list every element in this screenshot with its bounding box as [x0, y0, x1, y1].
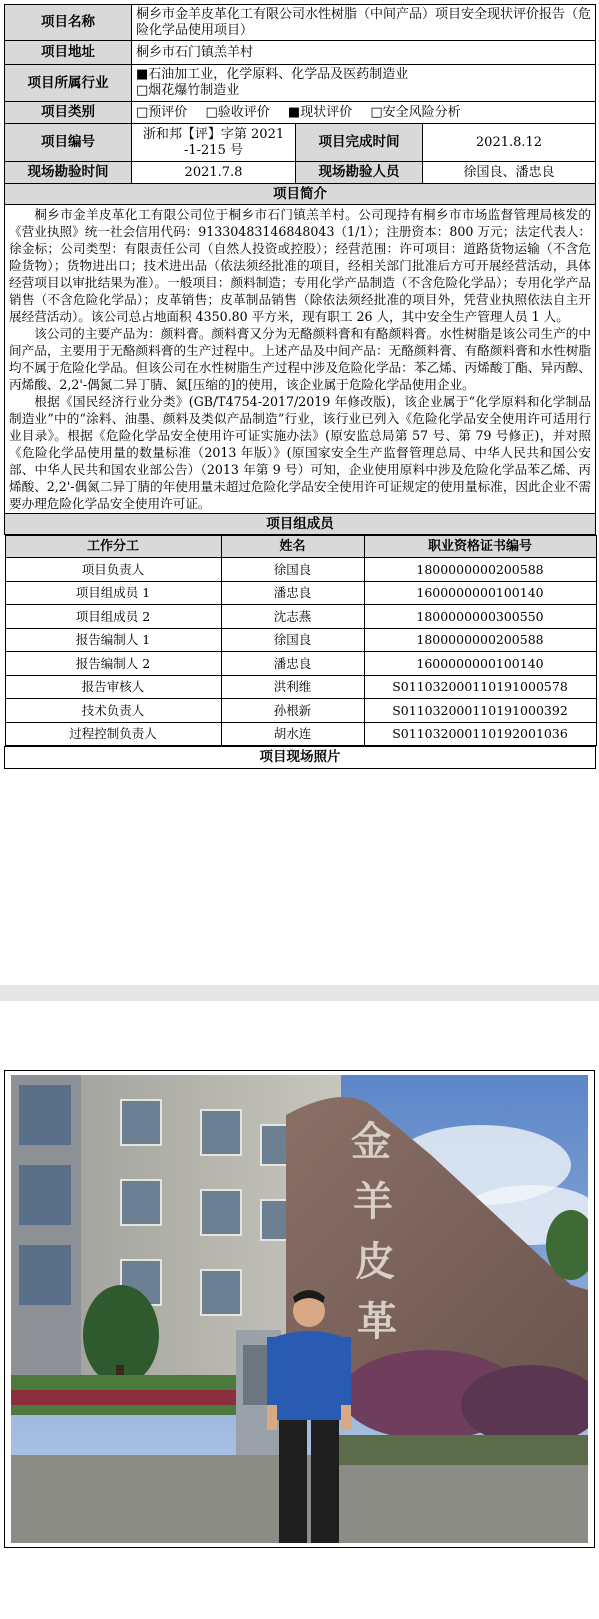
- member-cert: 1800000000200588: [364, 558, 596, 582]
- member-name: 洪利维: [221, 675, 364, 699]
- intro-paragraph-3: 根据《国民经济行业分类》(GB/T4754-2017/2019 年修改版)，该企业属于“化学原料和化学制品制造业”中的“涂料、油墨、颜料及类似产品制造”行业，该行业已列入《危险化学品安全使用许可适用行业目录》。根据《危险化学品安全使用许可证实施办法》(原安监总局第 57 号、第 79 号修正)，并对照《危险化学品使用量的数量标准（2013 年版）》(原国家安全生产监督管理总局、中华人民共和国公安部、中华人民共和国农业部公告）（2013 年第 9 号）可知，企业使用原料中涉及危险化学品苯乙烯、丙烯酸、2,2'-偶氮二异丁腈的年使用量未超过危险化学品安全使用许可证规定的使用量标准，因此企业不需要办理危险化学品安全使用许可证。: [9, 394, 591, 511]
- member-role: 技术负责人: [5, 699, 221, 723]
- table-row: [5, 722, 596, 746]
- category-option-4: [370, 104, 460, 121]
- project-name-value: 桐乡市金羊皮革化工有限公司水性树脂（中间产品）项目安全现状评价报告（危险化学品使用项目）: [132, 5, 596, 41]
- member-role: 过程控制负责人: [5, 722, 221, 746]
- member-name: 潘忠良: [221, 581, 364, 605]
- team-title: 项目组成员: [5, 514, 596, 535]
- category-option-2: [205, 104, 269, 121]
- intro-body: [5, 205, 596, 514]
- intro-paragraph-2: 该公司的主要产品为：颜料膏。颜料膏又分为无酪颜料膏和有酪颜料膏。水性树脂是该公司生产的中间产品，主要用于无酪颜料膏的生产过程中。上述产品及中间产品：无酪颜料膏、有酪颜料膏和水性树脂均不属于危险化学品。但该公司在水性树脂生产过程中涉及危险化学品：苯乙烯、丙烯酸丁酯、异丙醇、丙烯酸、2,2'-偶氮二异丁腈、氮[压缩的]的使用，该企业属于危险化学品使用企业。: [9, 326, 591, 392]
- member-role: 报告审核人: [5, 675, 221, 699]
- table-row: [5, 605, 596, 629]
- checkbox-unchecked-icon: □: [370, 105, 383, 120]
- table-row: [5, 581, 596, 605]
- surveyors-label: 现场勘验人员: [296, 162, 423, 184]
- intro-title: 项目简介: [5, 184, 596, 205]
- industry-option-label: 烟花爆竹制造业: [148, 83, 240, 98]
- member-cert: 1800000000300550: [364, 605, 596, 629]
- table-row: [5, 628, 596, 652]
- industry-option-label: 石油加工业，化学原料、化学品及医药制造业: [148, 67, 409, 82]
- team-header-name: 姓名: [221, 536, 364, 558]
- category-option-label: 验收评价: [217, 105, 270, 120]
- number-line-1: 浙和邦【评】字第 2021: [142, 126, 285, 142]
- completion-value: 2021.8.12: [423, 124, 596, 162]
- table-row: [5, 675, 596, 699]
- member-cert: 1600000000100140: [364, 581, 596, 605]
- number-line-2: -1-215 号: [183, 142, 243, 158]
- survey-time-value: 2021.7.8: [132, 162, 296, 184]
- number-label: 项目编号: [5, 124, 132, 162]
- category-option-label: 预评价: [148, 105, 188, 120]
- member-role: 报告编制人 1: [5, 628, 221, 652]
- table-row: [5, 699, 596, 723]
- project-info-table: [4, 4, 596, 769]
- member-name: 潘忠良: [221, 652, 364, 676]
- table-row: [5, 652, 596, 676]
- industry-option-1: [136, 67, 591, 83]
- sign-char: 羊: [353, 1178, 393, 1225]
- member-name: 胡水连: [221, 722, 364, 746]
- sign-char: 金: [351, 1118, 391, 1165]
- category-option-label: 现状评价: [300, 105, 353, 120]
- team-header-cert: 职业资格证书编号: [364, 536, 596, 558]
- category-option-label: 安全风险分析: [382, 105, 461, 120]
- member-name: 徐国良: [221, 628, 364, 652]
- member-cert: 1800000000200588: [364, 628, 596, 652]
- team-table: [5, 535, 597, 746]
- photo-title: 项目现场照片: [5, 747, 596, 769]
- member-cert: S011032000110191000578: [364, 675, 596, 699]
- table-row: [5, 558, 596, 582]
- checkbox-checked-icon: ■: [287, 105, 301, 120]
- member-cert: 1600000000100140: [364, 652, 596, 676]
- member-cert: S011032000110191000392: [364, 699, 596, 723]
- sign-char: 革: [357, 1298, 397, 1345]
- site-photo-frame: [4, 1070, 595, 1548]
- member-role: 项目组成员 2: [5, 605, 221, 629]
- industry-option-2: [136, 83, 591, 99]
- surveyors-value: 徐国良、潘忠良: [423, 162, 596, 184]
- team-header-role: 工作分工: [5, 536, 221, 558]
- site-photo: [11, 1075, 588, 1543]
- member-name: 孙根新: [221, 699, 364, 723]
- member-role: 报告编制人 2: [5, 652, 221, 676]
- member-role: 项目负责人: [5, 558, 221, 582]
- industry-options: [132, 65, 596, 102]
- member-name: 沈志燕: [221, 605, 364, 629]
- category-label: 项目类别: [5, 102, 132, 124]
- checkbox-checked-icon: ■: [136, 67, 149, 82]
- member-name: 徐国良: [221, 558, 364, 582]
- sign-char: 皮: [355, 1238, 395, 1285]
- checkbox-unchecked-icon: □: [205, 105, 218, 120]
- address-value: 桐乡市石门镇羔羊村: [132, 41, 596, 65]
- completion-label: 项目完成时间: [296, 124, 423, 162]
- checkbox-unchecked-icon: □: [136, 83, 149, 98]
- survey-time-label: 现场勘验时间: [5, 162, 132, 184]
- number-value: [132, 124, 296, 162]
- address-label: 项目地址: [5, 41, 132, 65]
- intro-paragraph-1: 桐乡市金羊皮革化工有限公司位于桐乡市石门镇羔羊村。公司现持有桐乡市市场监督管理局核发的《营业执照》统一社会信用代码：91330483146848043（1/1）；注册资本：800 万元；法定代表人：徐金标；公司类型：有限责任公司（自然人投资或控股）；经营范围：许可项目：道路货物运输（不含危险货物）；货物进出口；技术进出品（依法须经批准的项目，经相关部门批准后方可开展经营活动，具体经营项目以审批结果为准）。一般项目：颜料制造；专用化学产品制造（不含危险化学品）；专用化学产品销售（不含危险化学品）；皮革销售；皮革制品销售（除依法须经批准的项目外，凭营业执照依法自主开展经营活动）。该公司总占地面积 4350.80 平方米，现有职工 26 人，其中安全生产管理人员 1 人。: [9, 207, 591, 324]
- category-option-3: [288, 104, 352, 121]
- category-options: [132, 102, 596, 124]
- industry-label: 项目所属行业: [5, 65, 132, 102]
- checkbox-unchecked-icon: □: [136, 105, 149, 120]
- project-name-label: 项目名称: [5, 5, 132, 41]
- page-separator: [0, 985, 599, 1001]
- member-cert: S011032000110192001036: [364, 722, 596, 746]
- member-role: 项目组成员 1: [5, 581, 221, 605]
- category-option-1: [136, 104, 187, 121]
